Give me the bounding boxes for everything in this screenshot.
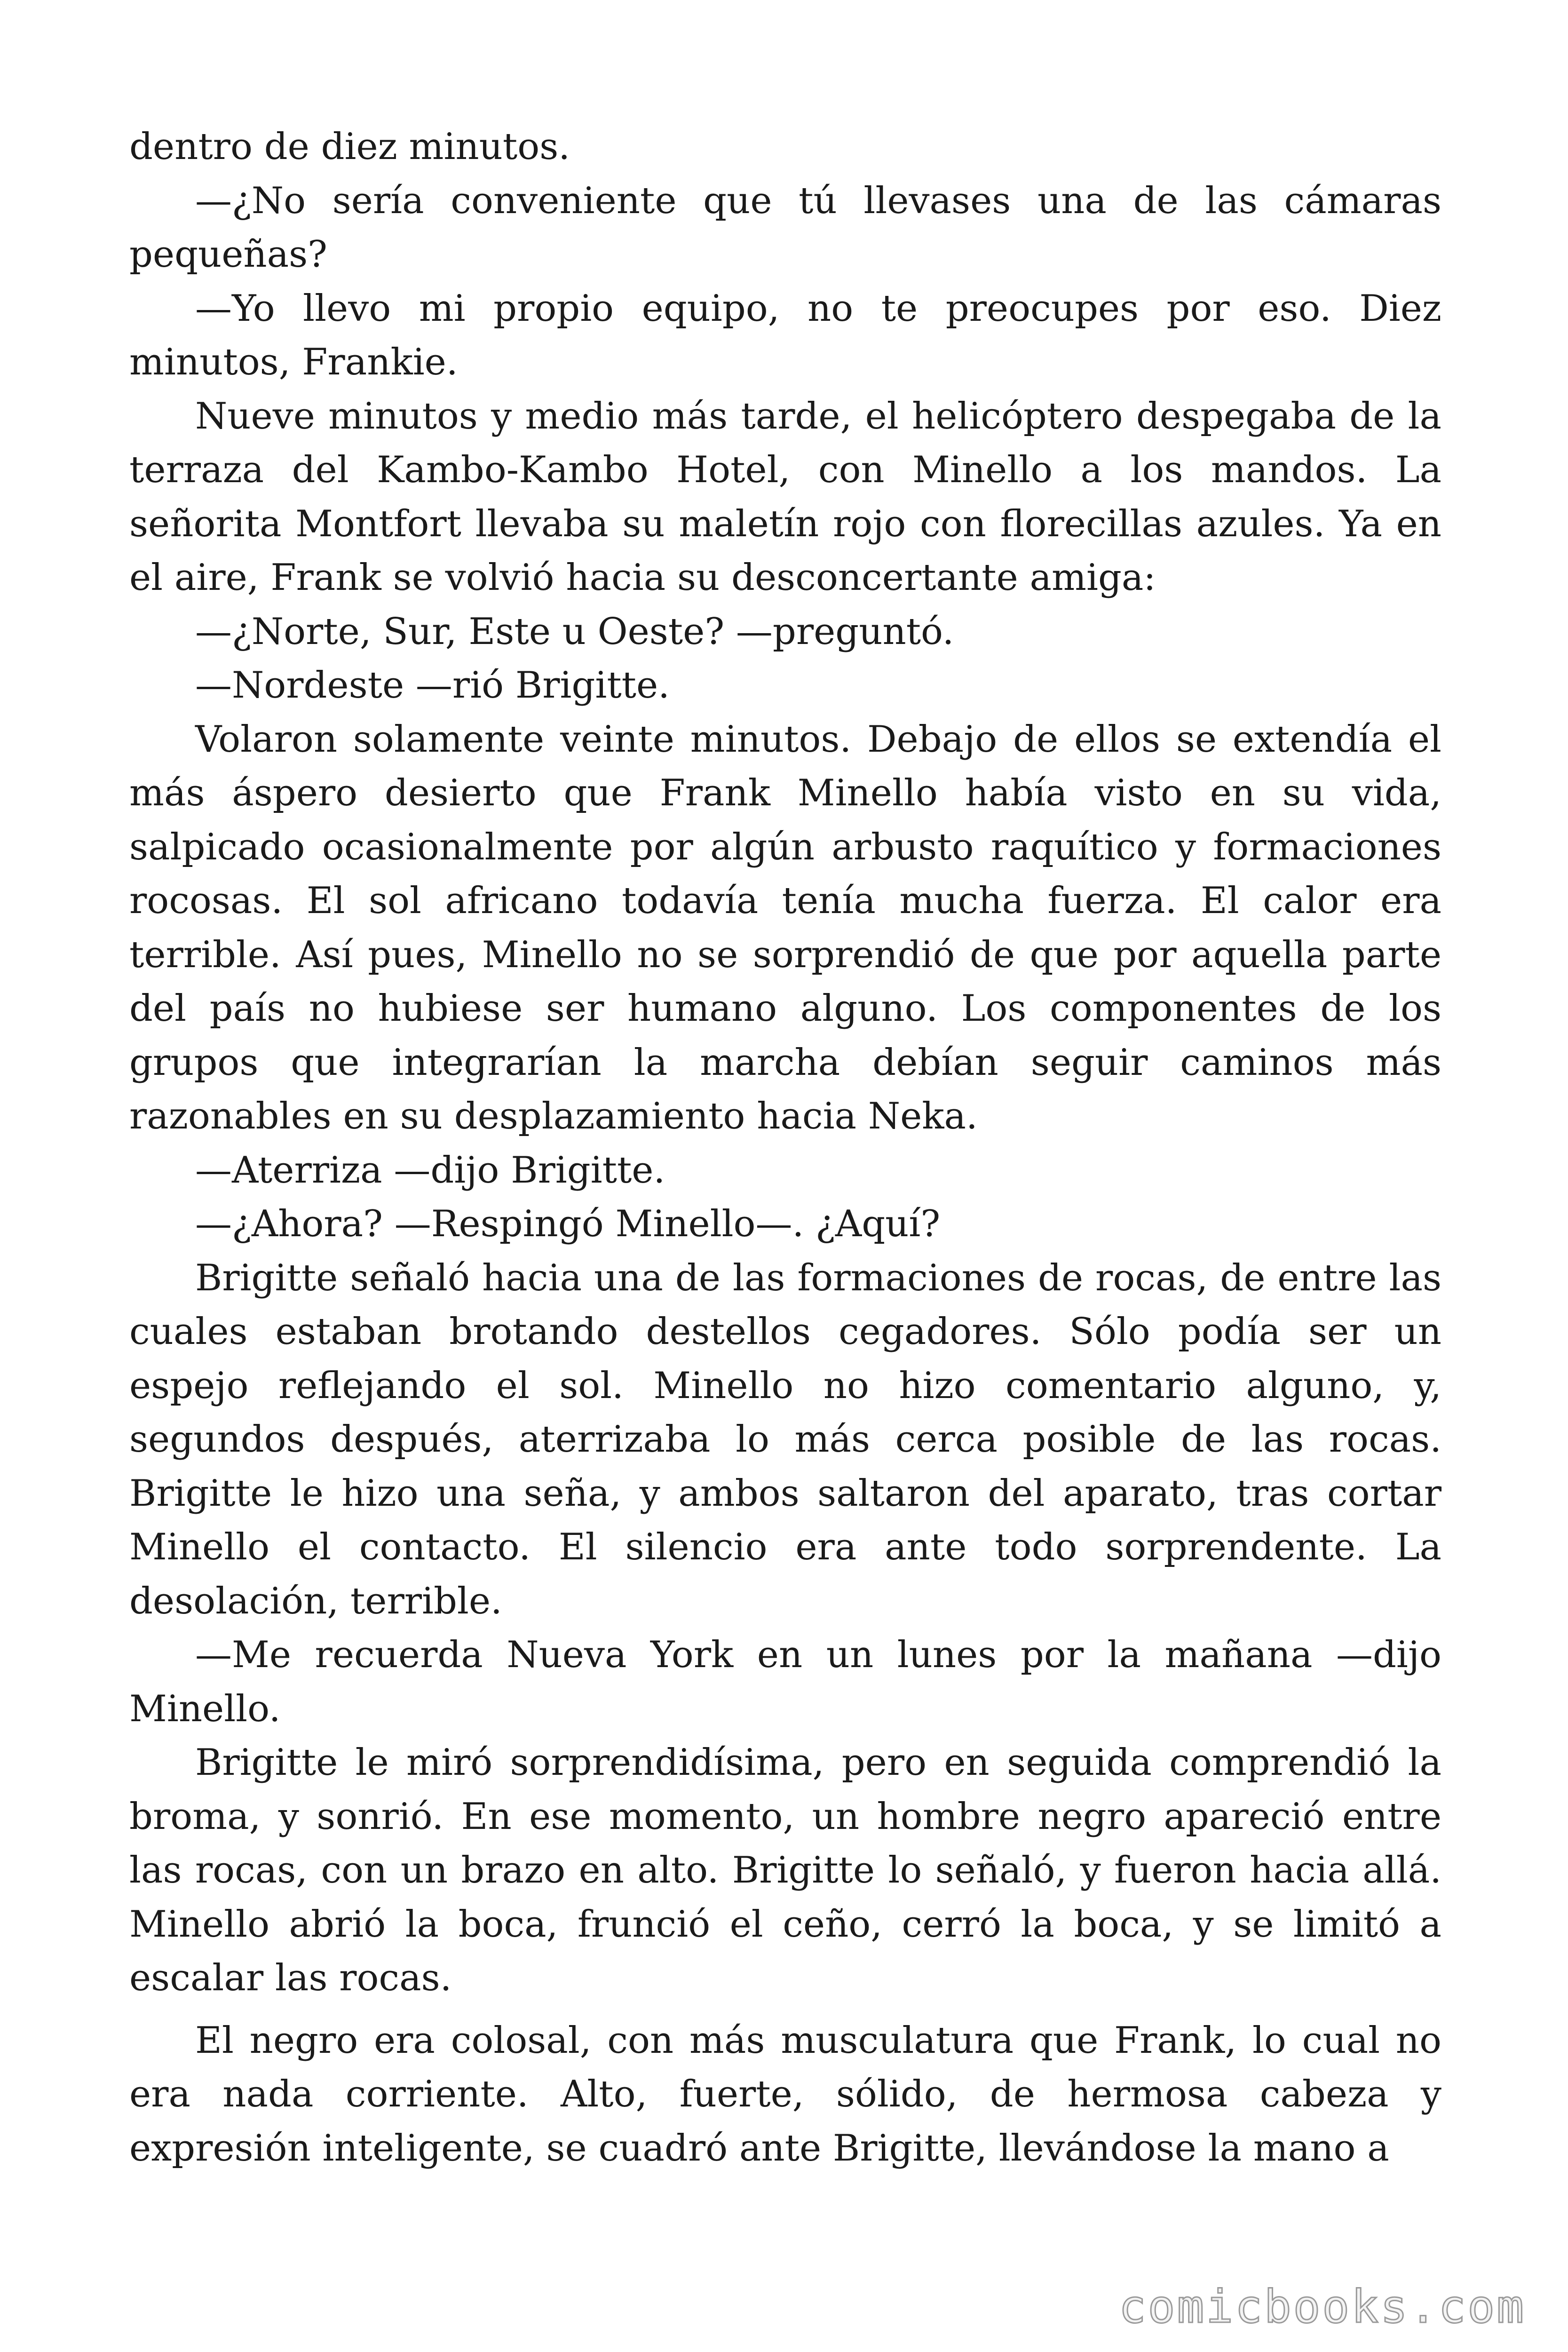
body-text	[129, 120, 1441, 2175]
paragraph-3: —Yo llevo mi propio equipo, no te preocupes por eso. Diez minutos, Frankie.	[129, 287, 1441, 383]
paragraph-6: —Nordeste —rió Brigitte.	[195, 664, 670, 707]
paragraph-2: —¿No sería conveniente que tú llevases una de las cámaras pequeñas?	[129, 179, 1441, 276]
paragraph-13: El negro era colosal, con más musculatura que Frank, lo cual no era nada corriente. Alto, fuerte, sólido, de hermosa cabeza y expresión inteligente, se cuadró ante Brigitte, llevándose la mano a	[129, 2019, 1441, 2169]
paragraph-9: —¿Ahora? —Respingó Minello—. ¿Aquí?	[195, 1203, 941, 1245]
paragraph-11: —Me recuerda Nueva York en un lunes por la mañana —dijo Minello.	[129, 1634, 1441, 1730]
paragraph-12: Brigitte le miró sorprendidísima, pero en seguida comprendió la broma, y sonrió. En ese momento, un hombre negro apareció entre las rocas, con un brazo en alto. Brigitte lo señaló, y fueron hacia allá. Minello abrió la boca, frunció el ceño, cerró la boca, y se limitó a escalar las rocas.	[129, 1741, 1441, 1999]
paragraph-10: Brigitte señaló hacia una de las formaciones de rocas, de entre las cuales estaban brotando destellos cegadores. Sólo podía ser un espejo reflejando el sol. Minello no hizo comentario alguno, y, segundos después, aterrizaba lo más cerca posible de las rocas. Brigitte le hizo una seña, y ambos saltaron del aparato, tras cortar Minello el contacto. El silencio era ante todo sorprendente. La desolación, terrible.	[129, 1256, 1441, 1622]
paragraph-4: Nueve minutos y medio más tarde, el helicóptero despegaba de la terraza del Kambo-Kambo Hotel, con Minello a los mandos. La señorita Montfort llevaba su maletín rojo con florecillas azules. Ya en el aire, Frank se volvió hacia su desconcertante amiga:	[129, 395, 1441, 599]
paragraph-1: dentro de diez minutos.	[129, 126, 570, 168]
paragraph-5: —¿Norte, Sur, Este u Oeste? —preguntó.	[195, 610, 954, 653]
paragraph-8: —Aterriza —dijo Brigitte.	[195, 1149, 665, 1192]
paragraph-7: Volaron solamente veinte minutos. Debajo de ellos se extendía el más áspero desierto que Frank Minello había visto en su vida, salpicado ocasionalmente por algún arbusto raquítico y formaciones rocosas. El sol africano todavía tenía mucha fuerza. El calor era terrible. Así pues, Minello no se sorprendió de que por aquella parte del país no hubiese ser humano alguno. Los componentes de los grupos que integrarían la marcha debían seguir caminos más razonables en su desplazamiento hacia Neka.	[129, 718, 1441, 1137]
watermark: comicbooks.com	[1118, 2280, 1526, 2333]
